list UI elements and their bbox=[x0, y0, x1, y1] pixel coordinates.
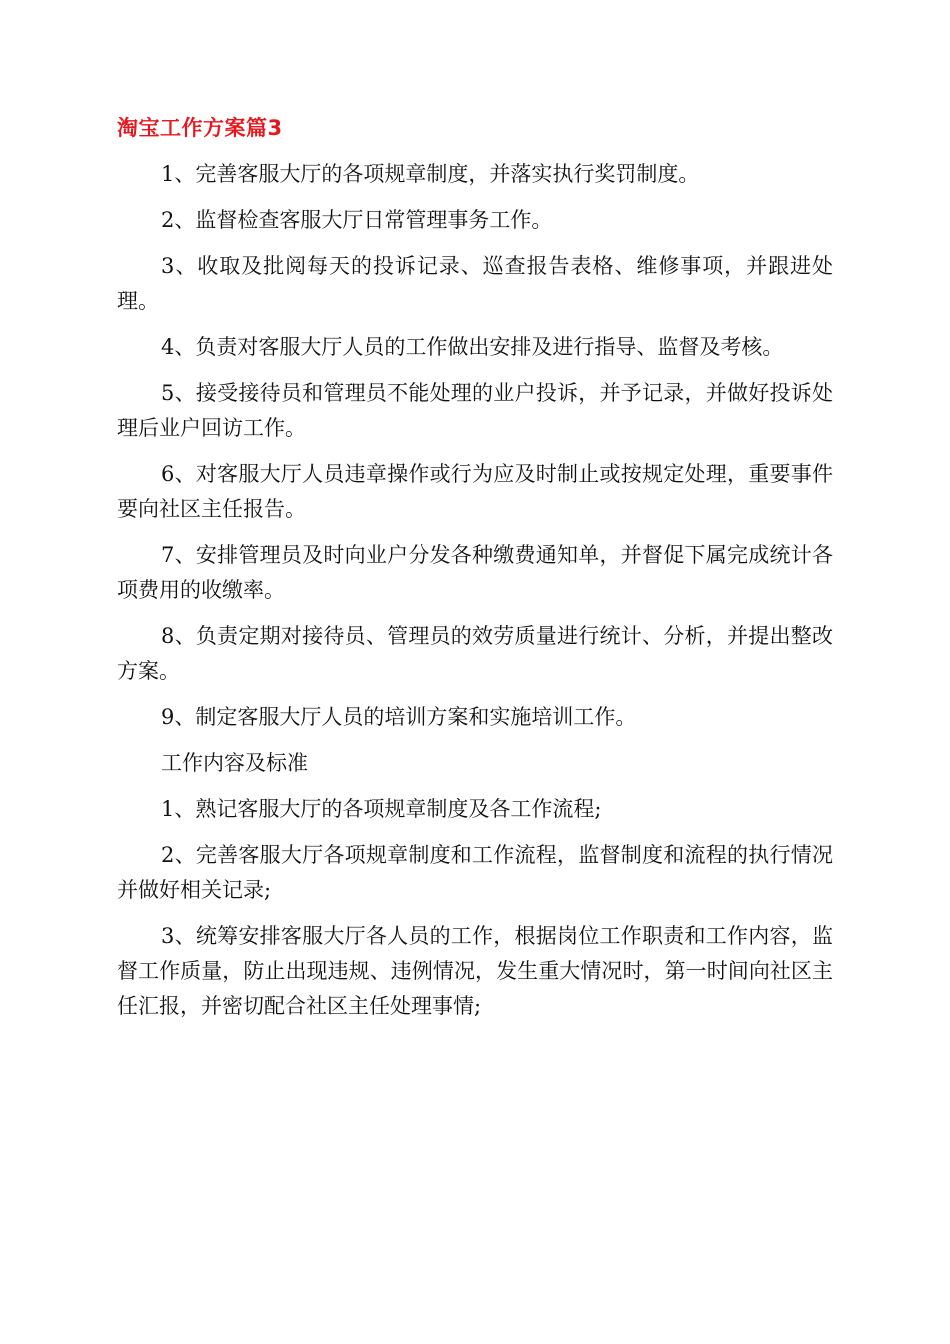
subheading: 工作内容及标准 bbox=[161, 751, 308, 775]
document-body bbox=[117, 157, 833, 1035]
paragraph: 3、统筹安排客服大厅各人员的工作，根据岗位工作职责和工作内容，监督工作质量，防止出现违规、违例情况，发生重大情况时，第一时间向社区主任汇报，并密切配合社区主任处理事情; bbox=[117, 924, 833, 1018]
paragraph: 4、负责对客服大厅人员的工作做出安排及进行指导、监督及考核。 bbox=[161, 335, 784, 359]
section-heading: 淘宝工作方案篇3 bbox=[117, 116, 283, 140]
paragraph: 8、负责定期对接待员、管理员的效劳质量进行统计、分析，并提出整改方案。 bbox=[117, 624, 833, 683]
paragraph: 1、熟记客服大厅的各项规章制度及各工作流程; bbox=[161, 797, 602, 821]
paragraph: 5、接受接待员和管理员不能处理的业户投诉，并予记录，并做好投诉处理后业户回访工作。 bbox=[117, 381, 833, 440]
paragraph: 2、监督检查客服大厅日常管理事务工作。 bbox=[161, 208, 553, 232]
paragraph: 7、安排管理员及时向业户分发各种缴费通知单，并督促下属完成统计各项费用的收缴率。 bbox=[117, 543, 833, 602]
paragraph: 1、完善客服大厅的各项规章制度，并落实执行奖罚制度。 bbox=[161, 162, 700, 186]
paragraph: 3、收取及批阅每天的投诉记录、巡查报告表格、维修事项，并跟进处理。 bbox=[117, 254, 833, 313]
paragraph: 6、对客服大厅人员违章操作或行为应及时制止或按规定处理，重要事件要向社区主任报告。 bbox=[117, 462, 833, 521]
paragraph: 9、制定客服大厅人员的培训方案和实施培训工作。 bbox=[161, 705, 637, 729]
paragraph: 2、完善客服大厅各项规章制度和工作流程，监督制度和流程的执行情况并做好相关记录; bbox=[117, 843, 833, 902]
